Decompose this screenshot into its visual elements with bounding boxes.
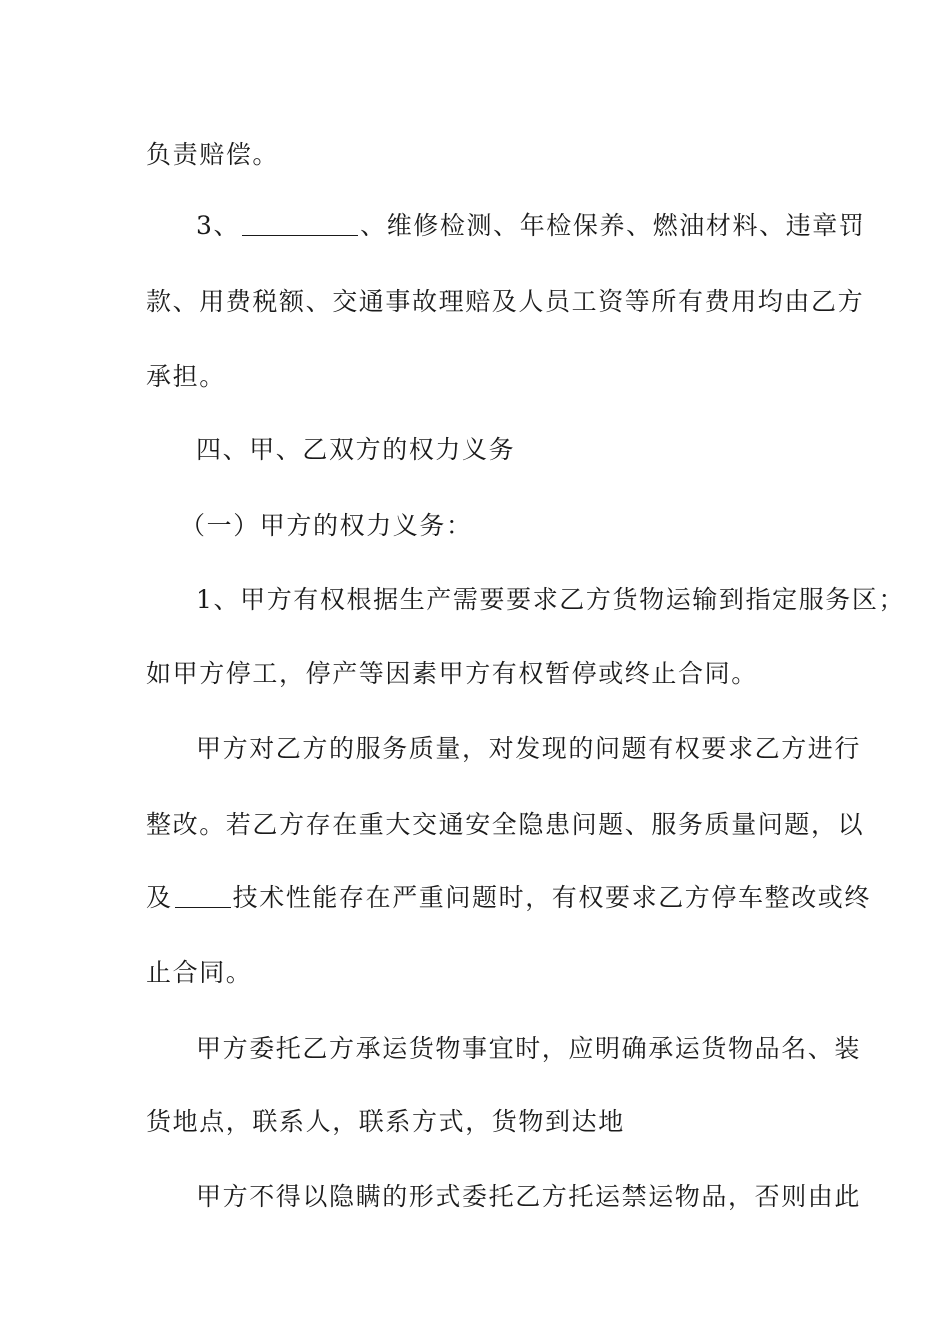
text-run: 技术性能存在严重问题时，有权要求乙方停车整改或终 — [232, 883, 872, 912]
text-run: 货地点，联系人，联系方式，货物到达地 — [146, 1107, 625, 1136]
paragraph-line — [146, 810, 864, 840]
text-run: 款、用费税额、交通事故理赔及人员工资等所有费用均由乙方 — [146, 287, 865, 316]
fill-in-blank — [175, 885, 231, 908]
text-run: 甲方不得以隐瞒的形式委托乙方托运禁运物品，否则由此 — [196, 1182, 862, 1211]
paragraph-line — [146, 883, 871, 913]
subsection-heading — [180, 511, 473, 541]
paragraph-line — [196, 1034, 861, 1064]
section-heading — [196, 435, 515, 465]
paragraph-line — [146, 287, 864, 317]
text-run: （一）甲方的权力义务： — [180, 511, 473, 540]
paragraph-line — [146, 362, 226, 392]
text-run: 整改。若乙方存在重大交通安全隐患问题、服务质量问题，以 — [146, 810, 865, 839]
text-run: 承担。 — [146, 362, 226, 391]
paragraph-line — [146, 1107, 625, 1137]
clause-number: 3、 — [196, 211, 241, 240]
text-run: 止合同。 — [146, 958, 253, 987]
paragraph-line — [196, 585, 905, 615]
paragraph-line — [196, 734, 861, 764]
paragraph-line — [196, 1182, 861, 1212]
fill-in-blank — [242, 213, 358, 236]
text-run: 、维修检测、年检保养、燃油材料、违章罚 — [360, 211, 866, 240]
text-run: 负责赔偿。 — [146, 140, 280, 169]
text-run: 甲方对乙方的服务质量，对发现的问题有权要求乙方进行 — [196, 734, 862, 763]
text-run: 甲方委托乙方承运货物事宜时，应明确承运货物品名、装 — [196, 1034, 862, 1063]
text-run: 如甲方停工，停产等因素甲方有权暂停或终止合同。 — [146, 659, 758, 688]
text-run: 四、甲、乙双方的权力义务 — [196, 435, 516, 464]
text-run: 及 — [146, 883, 173, 912]
paragraph-line — [146, 659, 758, 689]
paragraph-line — [146, 958, 252, 988]
paragraph-line — [146, 140, 279, 170]
text-run: 1、甲方有权根据生产需要要求乙方货物运输到指定服务区； — [196, 585, 906, 614]
clause-3-line — [196, 211, 866, 241]
